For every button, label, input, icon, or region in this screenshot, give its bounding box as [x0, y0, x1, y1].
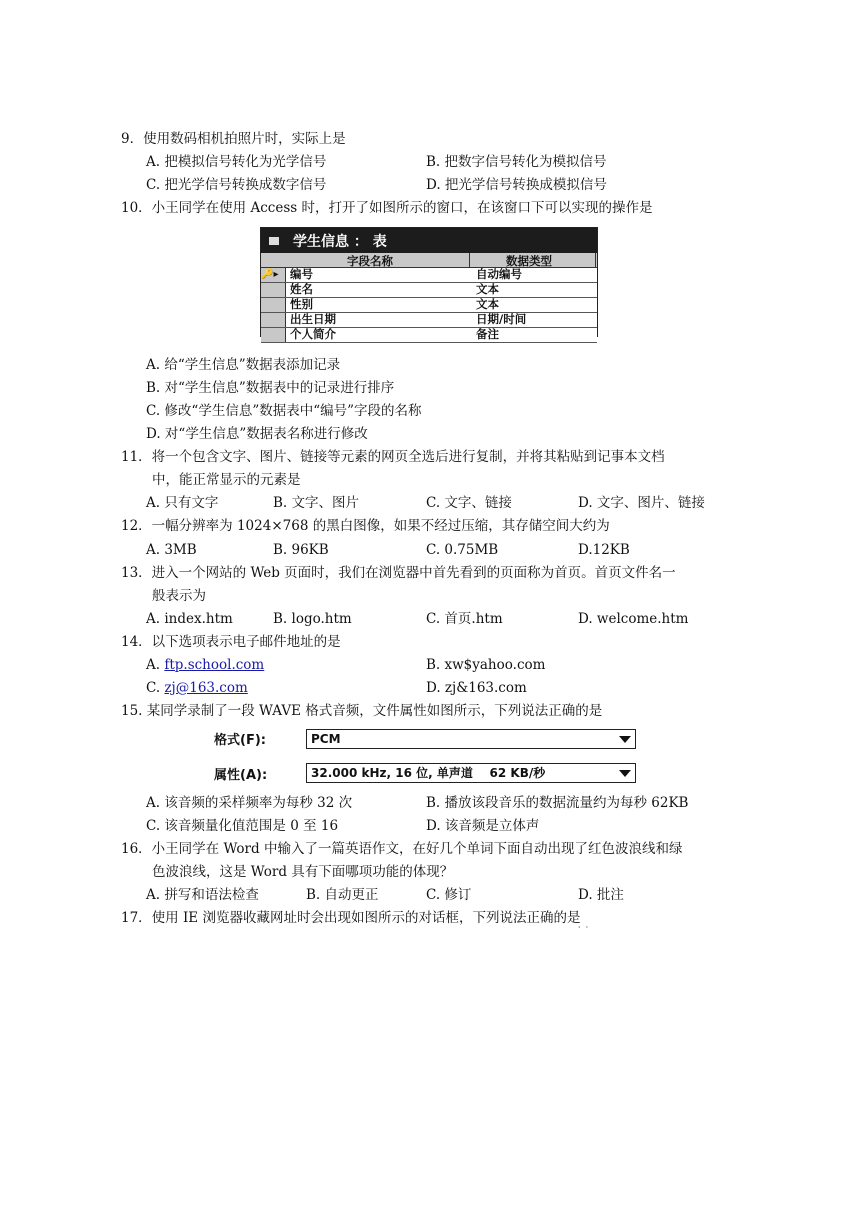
format-value: PCM [311, 732, 341, 746]
format-select [306, 729, 636, 749]
q11-stem: 11．将一个包含文字、图片、链接等元素的网页全选后进行复制，并将其粘贴到记事本文档 [121, 449, 665, 465]
dropdown-arrow-icon [619, 770, 631, 777]
q17-stem: 17．使用 IE 浏览器收藏网址时会出现如图所示的对话框，下列说法正确的是 [121, 910, 581, 926]
access-row [261, 298, 597, 313]
field-type: 日期/时间 [476, 312, 527, 326]
q10-option-b: B. 对“学生信息”数据表中的记录进行排序 [146, 380, 395, 396]
attribute-value: 32.000 kHz, 16 位, 单声道 62 KB/秒 [311, 766, 546, 780]
field-name: 编号 [290, 267, 313, 281]
q15-stem: 15. 某同学录制了一段 WAVE 格式音频，文件属性如图所示，下列说法正确的是 [121, 703, 603, 719]
field-type: 自动编号 [476, 267, 522, 281]
q12-option-c: C. 0.75MB [426, 542, 499, 558]
emphasis-dots: · · [578, 923, 589, 932]
field-name: 个人简介 [290, 327, 336, 341]
access-row [261, 313, 597, 328]
q10-option-c: C. 修改“学生信息”数据表中“编号”字段的名称 [146, 403, 422, 419]
q13-option-a: A. index.htm [146, 611, 233, 627]
q16-option-a: A. 拼写和语法检查 [146, 887, 259, 903]
primary-key-icon: 🔑▸ [261, 268, 286, 282]
q11-option-d: D. 文字、图片、链接 [578, 495, 705, 511]
access-title-bar [261, 228, 597, 253]
q15-option-c: C. 该音频量化值范围是 0 至 16 [146, 818, 339, 834]
q15-option-b: B. 播放该段音乐的数据流量约为每秒 62KB [426, 795, 689, 811]
access-header-row [261, 253, 597, 268]
access-table-title: 学生信息 ： 表 [293, 233, 387, 250]
q13-option-b: B. logo.htm [273, 611, 352, 627]
q14-option-a [146, 655, 264, 675]
field-name: 姓名 [290, 282, 313, 296]
q16-option-b: B. 自动更正 [306, 887, 379, 903]
q13-option-c: C. 首页.htm [426, 611, 503, 627]
q9-stem: 9．使用数码相机拍照片时，实际上是 [121, 131, 346, 147]
access-row [261, 328, 597, 343]
q13-option-d: D. welcome.htm [578, 611, 689, 627]
q11-option-a: A. 只有文字 [146, 495, 219, 511]
q9-option-d: D. 把光学信号转换成模拟信号 [426, 177, 607, 193]
q9-option-c: C. 把光学信号转换成数字信号 [146, 177, 327, 193]
access-table-window [260, 227, 598, 341]
window-menu-icon [269, 237, 279, 245]
ftp-link[interactable]: ftp.school.com [164, 657, 265, 673]
q16-option-c: C. 修订 [426, 887, 472, 903]
q9-option-a: A. 把模拟信号转化为光学信号 [146, 154, 327, 170]
wave-properties-image [214, 727, 640, 785]
access-col-type: 数据类型 [506, 254, 552, 268]
attribute-select [306, 763, 636, 783]
q14-stem: 14．以下选项表示电子邮件地址的是 [121, 634, 341, 650]
q14-option-d: D. zj&163.com [426, 680, 527, 696]
option-letter: C. [146, 680, 165, 696]
q13-stem: 13．进入一个网站的 Web 页面时，我们在浏览器中首先看到的页面称为首页。首页文件名一 [121, 565, 676, 581]
q11-stem-continued: 中，能正常显示的元素是 [152, 472, 301, 488]
q10-option-a: A. 给“学生信息”数据表添加记录 [146, 357, 341, 373]
q16-option-d: D. 批注 [578, 887, 624, 903]
field-name: 性别 [290, 297, 313, 311]
q11-option-b: B. 文字、图片 [273, 495, 360, 511]
q14-option-b: B. xw$yahoo.com [426, 657, 546, 673]
access-row [261, 268, 597, 283]
email-link[interactable]: zj@163.com [164, 680, 248, 696]
field-type: 备注 [476, 327, 499, 341]
format-label: 格式(F): [214, 733, 266, 748]
attribute-label: 属性(A): [214, 768, 268, 783]
q16-stem: 16．小王同学在 Word 中输入了一篇英语作文，在好几个单词下面自动出现了红色波浪线和绿 [121, 841, 683, 857]
q12-stem: 12．一幅分辨率为 1024×768 的黑白图像，如果不经过压缩，其存储空间大约为 [121, 518, 610, 534]
q16-stem-continued: 色波浪线，这是 Word 具有下面哪项功能的体现？ [152, 864, 454, 880]
q11-option-c: C. 文字、链接 [426, 495, 512, 511]
q15-option-a: A. 该音频的采样频率为每秒 32 次 [146, 795, 353, 811]
q12-option-a: A. 3MB [146, 542, 197, 558]
access-col-field: 字段名称 [347, 254, 393, 268]
access-row [261, 283, 597, 298]
q10-option-d: D. 对“学生信息”数据表名称进行修改 [146, 426, 368, 442]
q15-option-d: D. 该音频是立体声 [426, 818, 540, 834]
option-letter: A. [146, 657, 165, 673]
field-type: 文本 [476, 282, 499, 296]
field-name: 出生日期 [290, 312, 336, 326]
q12-option-b: B. 96KB [273, 542, 329, 558]
q10-stem: 10．小王同学在使用 Access 时，打开了如图所示的窗口，在该窗口下可以实现的操作是 [121, 200, 653, 216]
q12-option-d: D.12KB [578, 542, 630, 558]
dropdown-arrow-icon [619, 736, 631, 743]
q9-option-b: B. 把数字信号转化为模拟信号 [426, 154, 607, 170]
q13-stem-continued: 般表示为 [152, 588, 206, 604]
field-type: 文本 [476, 297, 499, 311]
q14-option-c [146, 678, 248, 698]
